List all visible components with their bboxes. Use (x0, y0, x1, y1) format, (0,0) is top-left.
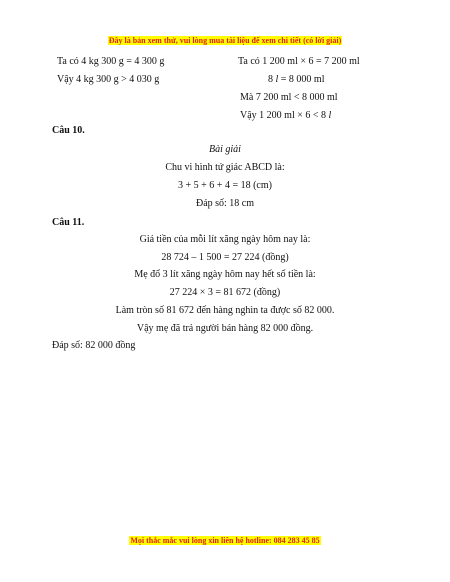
left-line: Vậy 4 kg 300 g > 4 030 g (57, 74, 160, 85)
solution-line: Giá tiền của mỗi lít xăng ngày hôm nay là: (139, 234, 311, 245)
liter-symbol: l (328, 110, 332, 121)
solution-line: Làm tròn số 81 672 đến hàng nghìn ta được số 82 000. (115, 305, 335, 316)
answer-line: Đáp số: 18 cm (195, 198, 255, 209)
solution-line: 27 224 × 3 = 81 672 (đồng) (169, 287, 281, 298)
solution-line: Chu vi hình tứ giác ABCD là: (165, 162, 285, 173)
solution-line: 3 + 5 + 6 + 4 = 18 (cm) (178, 180, 272, 191)
right-line: Mà 7 200 ml < 8 000 ml (240, 92, 338, 103)
right-line: Ta có 1 200 ml × 6 = 7 200 ml (238, 56, 360, 67)
preview-notice-text: Đây là bản xem thử, vui lòng mua tài liệu để xem chi tiết (có lời giải) (108, 36, 342, 45)
right-line-prefix: 8 (268, 74, 276, 85)
right-line-prefix: Vậy 1 200 ml × 6 < 8 (240, 110, 329, 121)
right-line (268, 74, 324, 86)
hotline-banner (0, 536, 450, 545)
answer-line: Đáp số: 82 000 đồng (52, 340, 136, 351)
hotline-text: Mọi thắc mắc vui lòng xin liên hệ hotline: 084 283 45 85 (130, 536, 320, 545)
solution-line: 28 724 – 1 500 = 27 224 (đồng) (161, 252, 289, 263)
liter-symbol: l (275, 74, 279, 85)
right-line-suffix: = 8 000 ml (278, 74, 325, 85)
solution-line: Vậy mẹ đã trả người bán hàng 82 000 đồng. (136, 323, 314, 334)
question-11-heading: Câu 11. (52, 217, 85, 228)
preview-notice-banner (0, 36, 450, 45)
solution-label: Bài giải (209, 144, 241, 155)
question-10-heading: Câu 10. (52, 125, 85, 136)
left-line: Ta có 4 kg 300 g = 4 300 g (57, 56, 165, 67)
right-line (240, 110, 331, 122)
solution-line: Mẹ đổ 3 lít xăng ngày hôm nay hết số tiền là: (134, 269, 316, 280)
